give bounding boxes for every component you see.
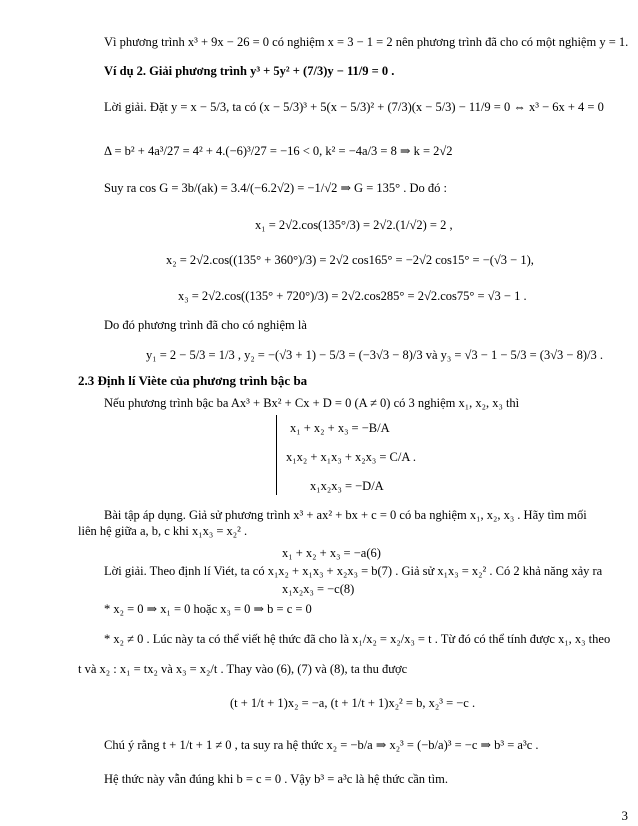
delta-computation: Δ = b² + 4a³/27 = 4² + 4.(−6)³/27 = −16 < 0, k² = −4a/3 = 8 ⇒ k = 2√2 (104, 144, 453, 158)
section-heading-viete: 2.3 Định lí Viète của phương trình bậc ba (78, 373, 308, 388)
derivation-line: Chú ý rằng t + 1/t + 1 ≠ 0 , ta suy ra hệ thức x₂ = −b/a ⇒ x₂³ = (−b/a)³ = −c ⇒ b³ = a³c . (104, 738, 539, 752)
root-x1: x₁ = 2√2.cos(135°/3) = 2√2.(1/√2) = 2 , (255, 218, 453, 232)
system-eq-6: x₁ + x₂ + x₃ = −a(6) (282, 546, 381, 560)
example-2-heading: Ví dụ 2. Giải phương trình y³ + 5y² + (7/3)y − 11/9 = 0 . (104, 64, 395, 78)
final-statement: Hệ thức này vẫn đúng khi b = c = 0 . Vậy b³ = a³c là hệ thức cần tìm. (104, 772, 448, 786)
substituted-system: (t + 1/t + 1)x₂ = −a, (t + 1/t + 1)x₂² = b, x₂³ = −c . (230, 696, 476, 710)
solution-viete-line: Lời giải. Theo định lí Viét, ta có x₁x₂ + x₁x₃ + x₂x₃ = b(7) . Giả sử x₁x₃ = x₂² . Có 2 khả năng xảy ra (104, 564, 603, 578)
viete-intro: Nếu phương trình bậc ba Ax³ + Bx² + Cx + D = 0 (A ≠ 0) có 3 nghiệm x₁, x₂, x₃ thì (104, 396, 520, 410)
exercise-statement-cont: liên hệ giữa a, b, c khi x₁x₃ = x₂² . (78, 524, 248, 538)
viete-eq-sum: x₁ + x₂ + x₃ = −B/A (290, 421, 390, 435)
case-2-cont: t và x₂ : x₁ = tx₂ và x₃ = x₂/t . Thay vào (6), (7) và (8), ta thu được (78, 662, 408, 676)
exercise-statement: Bài tập áp dụng. Giả sử phương trình x³ + ax² + bx + c = 0 có ba nghiệm x₁, x₂, x₃ . Hãy tìm mối (104, 508, 587, 522)
text-line-1: Vì phương trình x³ + 9x − 26 = 0 có nghiệm x = 3 − 1 = 2 nên phương trình đã cho có một nghiệm y = 1. (104, 35, 629, 49)
cos-g-computation: Suy ra cos G = 3b/(ak) = 3.4/(−6.2√2) = −1/√2 ⇒ G = 135° . Do đó : (104, 181, 447, 195)
y-roots: y₁ = 2 − 5/3 = 1/3 , y₂ = −(√3 + 1) − 5/3 = (−3√3 − 8)/3 và y₃ = √3 − 1 − 5/3 = (3√3 − 8)/3 . (146, 348, 603, 362)
page-number: 3 (621, 808, 628, 823)
viete-eq-pairs: x₁x₂ + x₁x₃ + x₂x₃ = C/A . (286, 450, 416, 464)
root-x2: x₂ = 2√2.cos((135° + 360°)/3) = 2√2 cos165° = −2√2 cos15° = −(√3 − 1), (166, 253, 534, 267)
case-2: * x₂ ≠ 0 . Lúc này ta có thể viết hệ thức đã cho là x₁/x₂ = x₂/x₃ = t . Từ đó có thể tính được x₁, x₃ theo (104, 632, 611, 646)
solution-substitution: Lời giải. Đặt y = x − 5/3, ta có (x − 5/3)³ + 5(x − 5/3)² + (7/3)(x − 5/3) − 11/9 = 0 ⇔ x³ − 6x + 4 = 0 (104, 100, 604, 114)
conclusion-line: Do đó phương trình đã cho có nghiệm là (104, 318, 307, 332)
system-eq-8: x₁x₂x₃ = −c(8) (282, 582, 355, 596)
root-x3: x₃ = 2√2.cos((135° + 720°)/3) = 2√2.cos285° = 2√2.cos75° = √3 − 1 . (178, 289, 527, 303)
viete-eq-product: x₁x₂x₃ = −D/A (310, 479, 384, 493)
case-1: * x₂ = 0 ⇒ x₁ = 0 hoặc x₃ = 0 ⇒ b = c = 0 (104, 602, 312, 616)
